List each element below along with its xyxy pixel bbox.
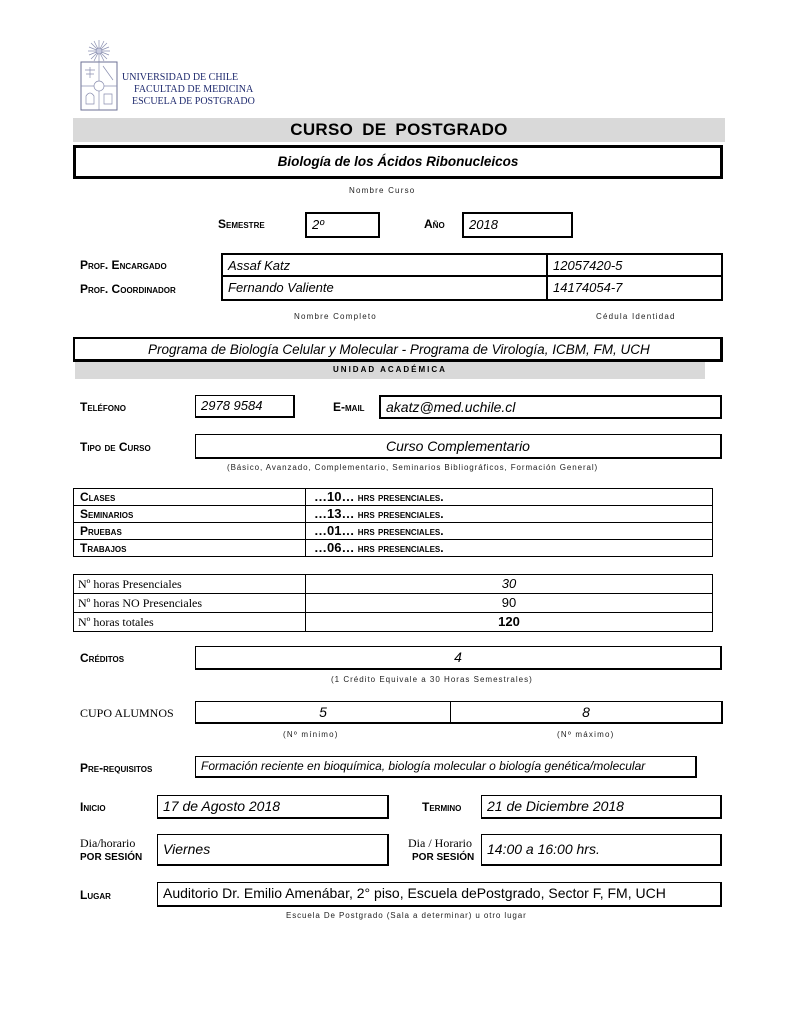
table-row [74,489,713,506]
semester-field[interactable]: 2º [305,212,380,238]
hours-unit: hrs presenciales. [354,507,444,521]
summary-value[interactable]: 120 [306,613,713,632]
email-label: E-mail [333,400,365,414]
prerequisites-field[interactable]: Formación reciente en bioquímica, biología molecular o biología genética/molecular [195,756,697,778]
unidad-academica-caption: UNIDAD ACADÉMICA [75,362,705,379]
year-field[interactable]: 2018 [462,212,573,238]
credits-label: Créditos [80,651,125,665]
location-caption: Escuela De Postgrado (Sala a determinar) u otro lugar [286,911,527,920]
prof-coordinador-row [223,277,721,299]
day-label-top: Dia/horario [80,836,136,850]
prof-encargado-row [223,255,721,277]
email-field[interactable]: akatz@med.uchile.cl [379,395,722,419]
hours-summary-table [73,574,713,632]
hours-value-cell[interactable] [306,489,713,506]
page-title: CURSO DE POSTGRADO [73,118,725,142]
prof-coordinador-id-field[interactable]: 14174054-7 [553,280,623,295]
cupo-min-field[interactable]: 5 [196,702,451,722]
table-row [74,540,713,557]
cupo-label: CUPO ALUMNOS [80,706,174,720]
location-label: Lugar [80,888,111,902]
hours-label: Pruebas [74,523,306,540]
hours-value[interactable]: …01… [314,523,355,538]
hours-unit: hrs presenciales. [354,490,444,504]
hours-unit: hrs presenciales. [354,524,444,538]
id-caption: Cédula Identidad [596,312,676,321]
table-row [74,506,713,523]
table-row [74,594,713,613]
hours-value[interactable]: …13… [314,506,355,521]
time-field[interactable]: 14:00 a 16:00 hrs. [481,834,722,866]
end-date-field[interactable]: 21 de Diciembre 2018 [481,795,722,819]
summary-label: Nº horas Presenciales [74,575,306,594]
hours-label: Trabajos [74,540,306,557]
hours-breakdown-table [73,488,713,557]
professors-table [221,253,723,301]
hours-label: Clases [74,489,306,506]
hours-value[interactable]: …10… [314,489,355,504]
course-type-caption: (Básico, Avanzado, Complementario, Seminarios Bibliográficos, Formación General) [227,463,599,472]
phone-label: Teléfono [80,400,126,414]
prerequisites-label: Pre-requisitos [80,761,153,775]
hours-unit: hrs presenciales. [354,541,444,555]
hours-label: Seminarios [74,506,306,523]
start-date-field[interactable]: 17 de Agosto 2018 [157,795,389,819]
summary-label: Nº horas NO Presenciales [74,594,306,613]
course-name-field[interactable]: Biología de los Ácidos Ribonucleicos [73,145,723,179]
name-caption: Nombre Completo [294,312,377,321]
summary-label: Nº horas totales [74,613,306,632]
cupo-box [195,701,723,724]
hours-value[interactable]: …06… [314,540,355,555]
hours-value-cell[interactable] [306,506,713,523]
university-seal-icon [80,38,118,112]
location-field[interactable]: Auditorio Dr. Emilio Amenábar, 2° piso, Escuela dePostgrado, Sector F, FM, UCH [157,882,722,907]
summary-value[interactable]: 30 [306,575,713,594]
course-type-field[interactable]: Curso Complementario [195,434,722,459]
institution-heading [122,72,255,108]
summary-value[interactable]: 90 [306,594,713,613]
table-row [74,613,713,632]
table-row [74,575,713,594]
school-name: ESCUELA DE POSTGRADO [132,96,255,107]
prof-encargado-id-field[interactable]: 12057420-5 [553,258,623,273]
hours-value-cell[interactable] [306,540,713,557]
cupo-min-caption: (Nº mínimo) [283,730,339,739]
time-label-top: Dia / Horario [408,836,472,850]
faculty-name: FACULTAD DE MEDICINA [134,84,254,95]
course-name-caption: Nombre Curso [349,186,416,195]
credits-field[interactable]: 4 [195,646,722,670]
semester-label: Semestre [218,217,265,231]
day-field[interactable]: Viernes [157,834,389,866]
prof-coordinador-name-field[interactable]: Fernando Valiente [223,277,548,299]
course-type-label: Tipo de Curso [80,440,151,454]
prof-encargado-name-field[interactable]: Assaf Katz [223,255,548,275]
credits-caption: (1 Crédito Equivale a 30 Horas Semestrales) [331,675,533,684]
unidad-academica-field[interactable]: Programa de Biología Celular y Molecular - Programa de Virología, ICBM, FM, UCH [73,337,723,362]
day-label-bottom: POR SESIÓN [80,852,143,863]
cupo-max-caption: (Nº máximo) [557,730,615,739]
start-date-label: Inicio [80,800,106,814]
time-label-bottom: POR SESIÓN [412,852,475,863]
prof-encargado-label: Prof. Encargado [80,258,167,272]
year-label: Año [424,217,445,231]
end-date-label: Termino [422,800,462,814]
cupo-max-field[interactable]: 8 [582,704,590,720]
hours-value-cell[interactable] [306,523,713,540]
table-row [74,523,713,540]
phone-field[interactable]: 2978 9584 [195,395,295,418]
prof-coordinador-label: Prof. Coordinador [80,282,176,296]
university-name: UNIVERSIDAD DE CHILE [122,72,239,83]
